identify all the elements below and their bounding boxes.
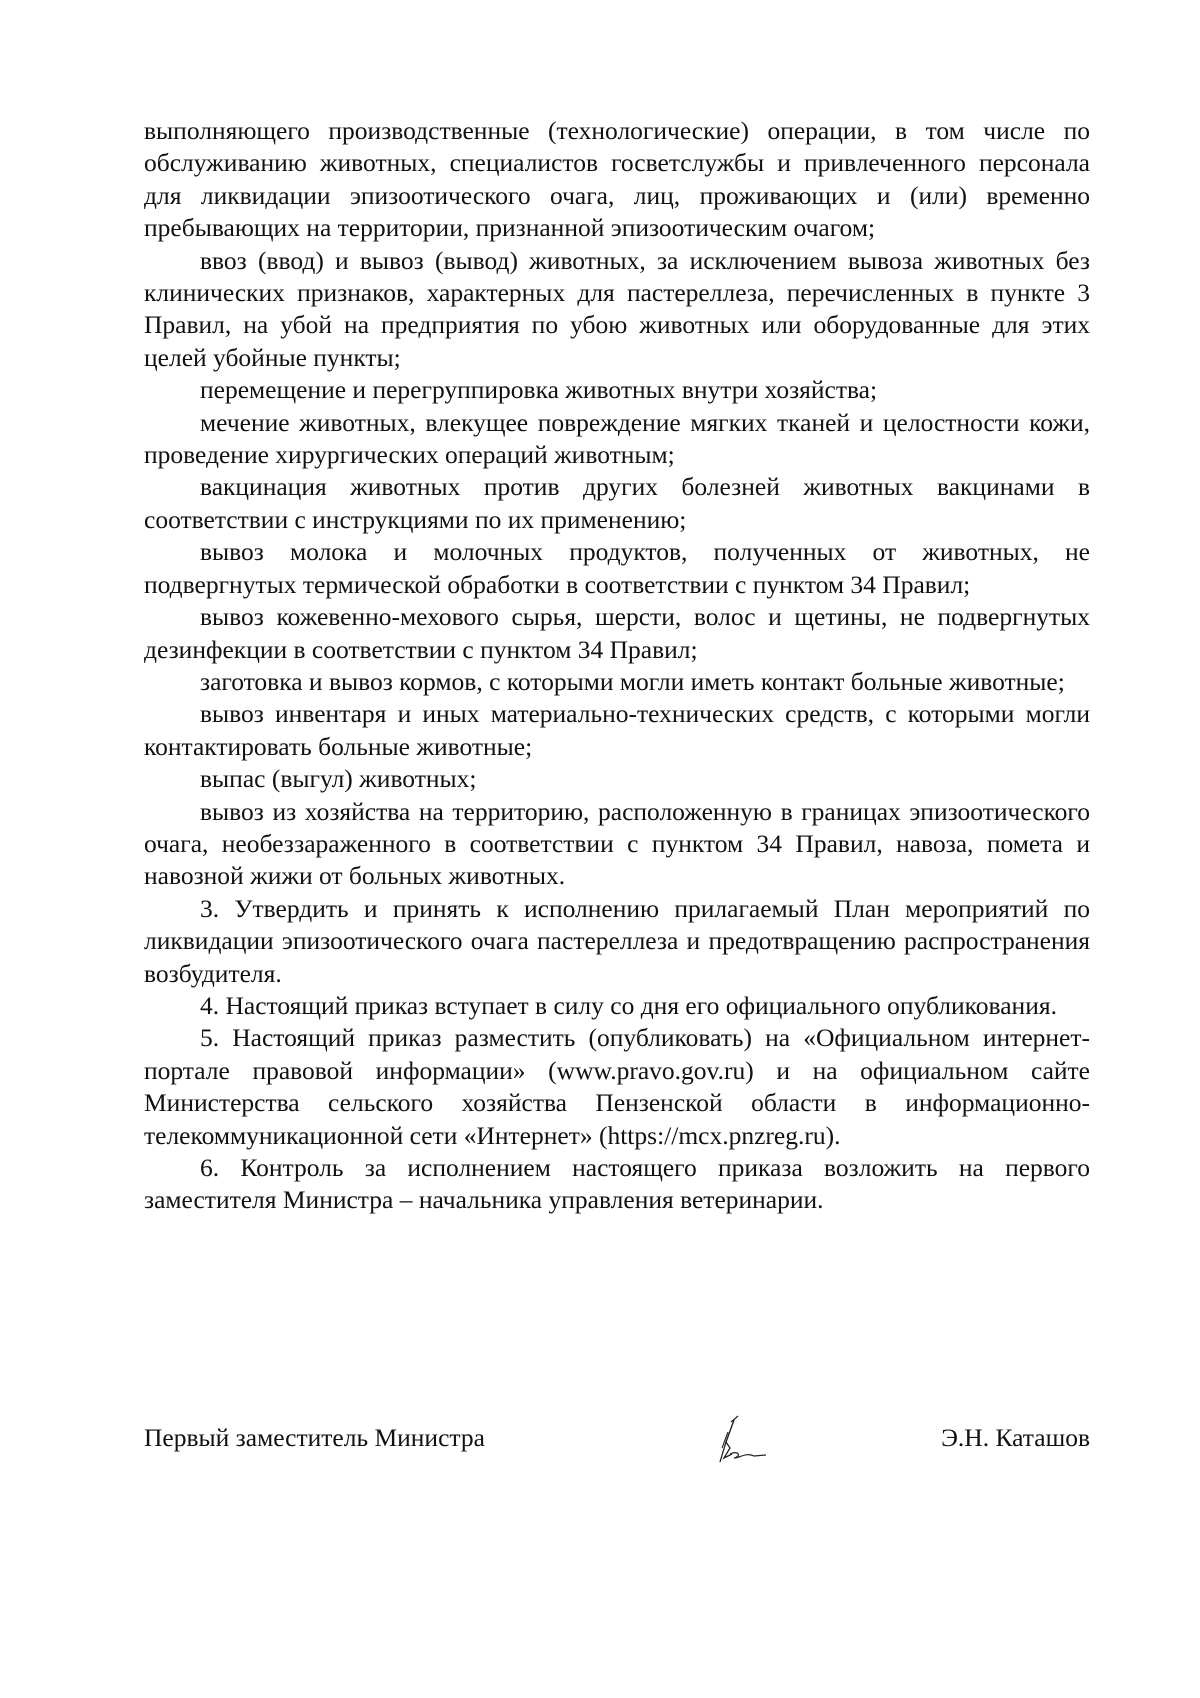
document-paragraph: 5. Настоящий приказ разместить (опубликовать) на «Официальном интернет-портале правовой информации» (www.pravo.gov.ru) и на официальном сайте Министерства сельского хозяйства Пензенской области в информационно-телекоммуникационной сети «Интернет» (https://mcx.pnzreg.ru). — [144, 1023, 1090, 1150]
document-paragraph: вывоз инвентаря и иных материально-технических средств, с которыми могли контактировать больные животные; — [144, 699, 1090, 761]
signatory-title: Первый заместитель Министра — [144, 1423, 485, 1452]
document-paragraph: выполняющего производственные (технологические) операции, в том числе по обслуживанию животных, специалистов госветслужбы и привлеченного персонала для ликвидации эпизоотического очага, лиц, проживающих и (или) временно пребывающих на территории, признанной эпизоотическим очагом; — [144, 116, 1090, 243]
document-paragraph: 4. Настоящий приказ вступает в силу со дня его официального опубликования. — [200, 990, 1057, 1020]
document-paragraph: выпас (выгул) животных; — [200, 764, 477, 794]
document-paragraph: 3. Утвердить и принять к исполнению прилагаемый План мероприятий по ликвидации эпизоотического очага пастереллеза и предотвращению распространения возбудителя. — [144, 893, 1090, 988]
signature-block — [144, 1412, 1090, 1472]
handwritten-signature — [704, 1412, 784, 1468]
document-paragraph: мечение животных, влекущее повреждение мягких тканей и целостности кожи, проведение хирургических операций животным; — [144, 407, 1090, 470]
document-paragraph: вывоз из хозяйства на территорию, расположенную в границах эпизоотического очага, необеззараженного в соответствии с пунктом 34 Правил, навоза, помета и навозной жижи от больных животных. — [144, 796, 1090, 891]
document-paragraph: ввоз (ввод) и вывоз (вывод) животных, за исключением вывоза животных без клинических признаков, характерных для пастереллеза, перечисленных в пункте 3 Правил, на убой на предприятия по убою животных или оборудованные для этих целей убойные пункты; — [144, 245, 1090, 372]
document-body — [144, 115, 1090, 1217]
document-paragraph: заготовка и вывоз кормов, с которыми могли иметь контакт больные животные; — [200, 666, 1065, 696]
document-paragraph: 6. Контроль за исполнением настоящего приказа возложить на первого заместителя Министра – начальника управления ветеринарии. — [144, 1153, 1090, 1215]
document-paragraph: вакцинация животных против других болезней животных вакцинами в соответствии с инструкциями по их применению; — [144, 472, 1090, 534]
document-paragraph: перемещение и перегруппировка животных внутри хозяйства; — [200, 375, 878, 405]
document-paragraph: вывоз молока и молочных продуктов, полученных от животных, не подвергнутых термической обработки в соответствии с пунктом 34 Правил; — [144, 537, 1090, 599]
signatory-name: Э.Н. Каташов — [941, 1423, 1090, 1452]
document-paragraph: вывоз кожевенно-мехового сырья, шерсти, волос и щетины, не подвергнутых дезинфекции в соответствии с пунктом 34 Правил; — [144, 602, 1090, 664]
